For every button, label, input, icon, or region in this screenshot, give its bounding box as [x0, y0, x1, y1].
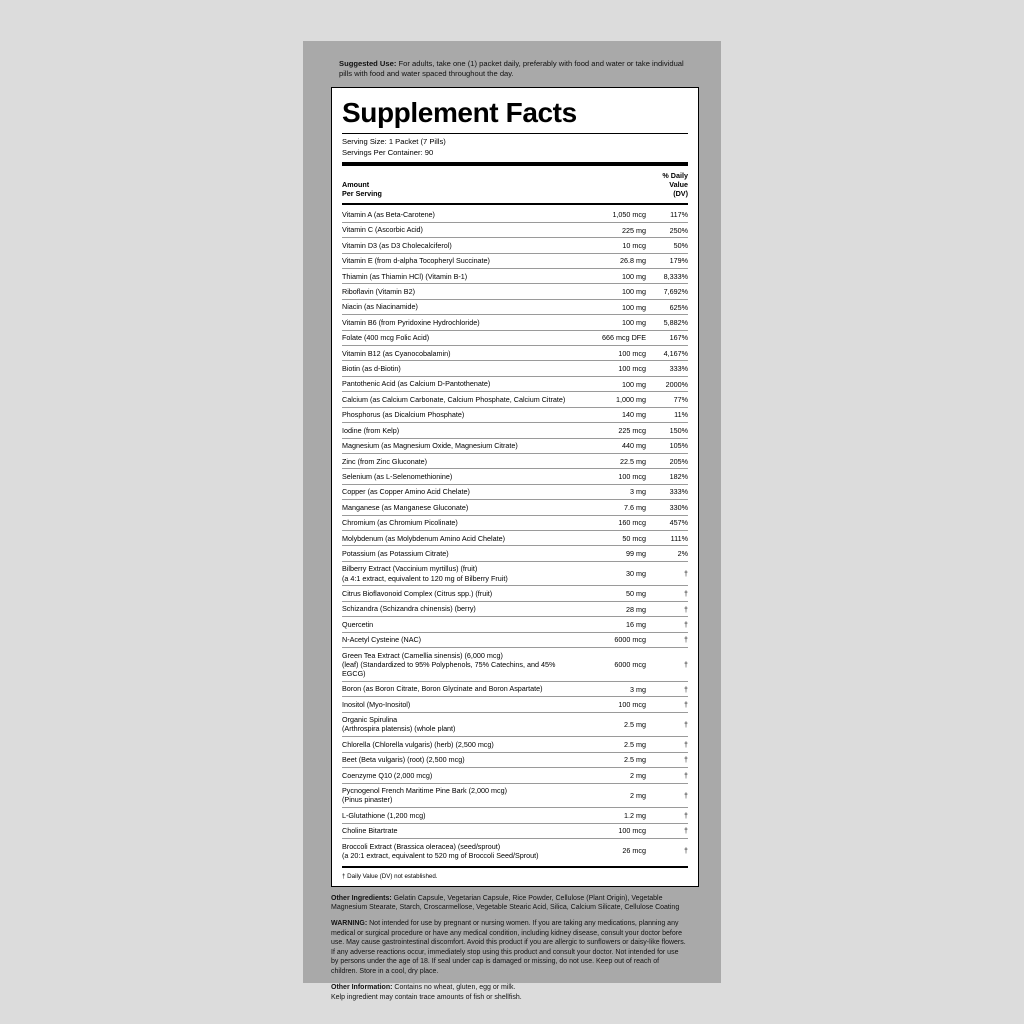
table-row [342, 376, 688, 391]
nutrient-amount: 2 mg [580, 783, 646, 808]
nutrient-name: Choline Bitartrate [342, 823, 580, 838]
nutrient-daily-value: † [646, 617, 688, 632]
table-row [342, 632, 688, 647]
table-row [342, 361, 688, 376]
table-row [342, 515, 688, 530]
nutrient-daily-value: 4,167% [646, 346, 688, 361]
nutrient-amount: 666 mcg DFE [580, 330, 646, 345]
nutrient-daily-value: 111% [646, 530, 688, 545]
nutrient-amount: 22.5 mg [580, 453, 646, 468]
nutrient-name: Inositol (Myo-Inositol) [342, 697, 580, 712]
table-row [342, 752, 688, 767]
other-information [331, 983, 687, 1002]
nutrient-daily-value: † [646, 632, 688, 647]
nutrient-daily-value: † [646, 737, 688, 752]
col-dv-line3: (DV) [673, 189, 688, 199]
nutrient-daily-value: 333% [646, 361, 688, 376]
table-row [342, 469, 688, 484]
nutrient-amount: 100 mg [580, 376, 646, 391]
nutrient-name: Molybdenum (as Molybdenum Amino Acid Chelate) [342, 530, 580, 545]
warning-text: Not intended for use by pregnant or nursing women. If you are taking any medications, planning any medical or surgical procedure or have any medical condition, including kidney disease, consult your doctor before use. May cause gastrointestinal discomfort. Avoid this product if you are allergic to sunflowers or daisy-like flowers. If any adverse reactions occur, immediately stop using this product and consult your doctor. Not intended for use by persons under the age of 18. If seal under cap is damaged or missing, do not use. Keep out of reach of children. Store in a cool, dry place. [331, 920, 686, 975]
col-dv-line2: Value [669, 180, 688, 190]
nutrient-name: Biotin (as d-Biotin) [342, 361, 580, 376]
nutrient-amount: 1,050 mcg [580, 207, 646, 222]
nutrient-amount: 2.5 mg [580, 737, 646, 752]
nutrient-amount: 50 mg [580, 586, 646, 601]
nutrient-amount: 99 mg [580, 546, 646, 561]
table-row [342, 253, 688, 268]
nutrient-amount: 225 mg [580, 222, 646, 237]
suggested-use-label: Suggested Use: [339, 59, 397, 68]
col-amount-line1: Amount [342, 180, 370, 190]
nutrient-daily-value: † [646, 783, 688, 808]
nutrient-daily-value: 2000% [646, 376, 688, 391]
nutrient-amount: 140 mg [580, 407, 646, 422]
nutrient-daily-value: 5,882% [646, 315, 688, 330]
nutrient-name: Coenzyme Q10 (2,000 mcg) [342, 768, 580, 783]
nutrient-daily-value: 11% [646, 407, 688, 422]
nutrient-amount: 6000 mcg [580, 632, 646, 647]
nutrient-amount: 3 mg [580, 484, 646, 499]
nutrient-amount: 1,000 mg [580, 392, 646, 407]
table-row [342, 269, 688, 284]
warning-label: WARNING: [331, 920, 368, 928]
table-row [342, 299, 688, 314]
nutrient-name: Quercetin [342, 617, 580, 632]
nutrient-amount: 2.5 mg [580, 752, 646, 767]
nutrient-amount: 100 mcg [580, 823, 646, 838]
nutrient-name: Folate (400 mcg Folic Acid) [342, 330, 580, 345]
nutrient-name: Selenium (as L-Selenomethionine) [342, 469, 580, 484]
servings-per-container: Servings Per Container: 90 [342, 148, 434, 158]
nutrient-daily-value: † [646, 561, 688, 586]
table-row [342, 546, 688, 561]
nutrient-amount: 100 mcg [580, 361, 646, 376]
col-dv-line1: % Daily [662, 171, 688, 181]
table-row [342, 712, 688, 737]
table-row [342, 768, 688, 783]
nutrient-name: Green Tea Extract (Camellia sinensis) (6,000 mcg) (leaf) (Standardized to 95% Polyphenols, 75% Catechins, and 45% EGCG) [342, 648, 580, 682]
nutrient-daily-value: † [646, 648, 688, 682]
nutrient-name: Pantothenic Acid (as Calcium D-Pantothenate) [342, 376, 580, 391]
col-amount-line2: Per Serving [342, 189, 382, 199]
table-row [342, 783, 688, 808]
suggested-use [339, 59, 689, 79]
table-row [342, 423, 688, 438]
table-row [342, 207, 688, 222]
supplement-label [303, 41, 721, 1001]
table-row [342, 681, 688, 696]
nutrient-name: Chromium (as Chromium Picolinate) [342, 515, 580, 530]
table-row [342, 315, 688, 330]
table-row [342, 808, 688, 823]
suggested-use-text: For adults, take one (1) packet daily, preferably with food and water or take individual pills with food and water spaced throughout the day. [339, 59, 684, 79]
nutrient-amount: 6000 mcg [580, 648, 646, 682]
nutrient-name: Bilberry Extract (Vaccinium myrtillus) (fruit) (a 4:1 extract, equivalent to 120 mg of Bilberry Fruit) [342, 561, 580, 586]
table-row [342, 500, 688, 515]
nutrient-amount: 2 mg [580, 768, 646, 783]
nutrient-daily-value: † [646, 697, 688, 712]
nutrient-name: Vitamin D3 (as D3 Cholecalciferol) [342, 238, 580, 253]
nutrient-name: Vitamin E (from d-alpha Tocopheryl Succinate) [342, 253, 580, 268]
nutrient-daily-value: 77% [646, 392, 688, 407]
nutrient-amount: 160 mcg [580, 515, 646, 530]
nutrient-name: Magnesium (as Magnesium Oxide, Magnesium Citrate) [342, 438, 580, 453]
nutrient-name: Organic Spirulina (Arthrospira platensis) (whole plant) [342, 712, 580, 737]
nutrient-name: Vitamin B6 (from Pyridoxine Hydrochloride) [342, 315, 580, 330]
nutrient-amount: 2.5 mg [580, 712, 646, 737]
nutrient-daily-value: † [646, 681, 688, 696]
nutrient-amount: 225 mcg [580, 423, 646, 438]
nutrient-name: Zinc (from Zinc Gluconate) [342, 453, 580, 468]
nutrient-name: Beet (Beta vulgaris) (root) (2,500 mcg) [342, 752, 580, 767]
nutrient-daily-value: 150% [646, 423, 688, 438]
nutrient-amount: 28 mg [580, 601, 646, 616]
nutrient-daily-value: 7,692% [646, 284, 688, 299]
nutrient-amount: 50 mcg [580, 530, 646, 545]
table-row [342, 346, 688, 361]
other-ingredients-label: Other Ingredients: [331, 894, 392, 902]
nutrient-amount: 100 mg [580, 284, 646, 299]
nutrient-daily-value: 179% [646, 253, 688, 268]
dv-footnote: † Daily Value (DV) not established. [342, 872, 438, 880]
table-row [342, 330, 688, 345]
other-information-label: Other Information: [331, 984, 393, 992]
nutrient-amount: 440 mg [580, 438, 646, 453]
nutrient-daily-value: 8,333% [646, 269, 688, 284]
nutrient-amount: 100 mg [580, 299, 646, 314]
nutrient-daily-value: 50% [646, 238, 688, 253]
table-row [342, 222, 688, 237]
table-row [342, 392, 688, 407]
table-row [342, 453, 688, 468]
nutrient-daily-value: † [684, 846, 688, 856]
nutrient-name: Broccoli Extract (Brassica oleracea) (seed/sprout) (a 20:1 extract, equivalent to 520 mg of Broccoli Seed/Sprout) [342, 841, 539, 860]
nutrient-daily-value: † [646, 768, 688, 783]
table-row [342, 530, 688, 545]
nutrient-daily-value: 105% [646, 438, 688, 453]
table-row [342, 284, 688, 299]
nutrient-daily-value: 250% [646, 222, 688, 237]
table-row [342, 407, 688, 422]
nutrient-name: Schizandra (Schizandra chinensis) (berry) [342, 601, 580, 616]
nutrient-name: N-Acetyl Cysteine (NAC) [342, 632, 580, 647]
nutrient-name: Riboflavin (Vitamin B2) [342, 284, 580, 299]
nutrient-amount: 100 mg [580, 269, 646, 284]
other-ingredients-text: Gelatin Capsule, Vegetarian Capsule, Rice Powder, Cellulose (Plant Origin), Vegetable Magnesium Stearate, Starch, Croscarmellose, Vegetable Stearic Acid, Silica, Calcium Silicate, Cellulose Coating [331, 894, 680, 912]
nutrient-amount: 3 mg [580, 681, 646, 696]
nutrient-name: Chlorella (Chlorella vulgaris) (herb) (2,500 mcg) [342, 737, 580, 752]
other-ingredients [331, 894, 687, 913]
nutrient-name: L-Glutathione (1,200 mcg) [342, 808, 580, 823]
nutrient-daily-value: 330% [646, 500, 688, 515]
nutrient-daily-value: † [646, 586, 688, 601]
nutrient-amount: 1.2 mg [580, 808, 646, 823]
nutrient-daily-value: 117% [646, 207, 688, 222]
table-row [342, 238, 688, 253]
nutrient-amount: 30 mg [580, 561, 646, 586]
nutrient-daily-value: 457% [646, 515, 688, 530]
nutrient-amount: 7.6 mg [580, 500, 646, 515]
table-row [342, 586, 688, 601]
table-row [342, 438, 688, 453]
table-row [342, 838, 688, 862]
serving-size: Serving Size: 1 Packet (7 Pills) [342, 137, 446, 147]
nutrient-amount: 100 mcg [580, 346, 646, 361]
warning [331, 919, 687, 976]
table-row [342, 823, 688, 838]
nutrient-name: Vitamin A (as Beta-Carotene) [342, 207, 580, 222]
nutrient-daily-value: † [646, 752, 688, 767]
supplement-facts-panel [331, 87, 699, 887]
nutrient-daily-value: 205% [646, 453, 688, 468]
nutrient-daily-value: † [646, 601, 688, 616]
table-row [342, 601, 688, 616]
table-row [342, 697, 688, 712]
nutrient-daily-value: † [646, 712, 688, 737]
nutrient-name: Thiamin (as Thiamin HCl) (Vitamin B-1) [342, 269, 580, 284]
nutrient-daily-value: 182% [646, 469, 688, 484]
nutrient-daily-value: 625% [646, 299, 688, 314]
panel-title: Supplement Facts [342, 97, 577, 129]
nutrient-name: Iodine (from Kelp) [342, 423, 580, 438]
nutrient-table [342, 207, 688, 862]
table-row [342, 617, 688, 632]
nutrient-daily-value: 333% [646, 484, 688, 499]
nutrient-daily-value: † [646, 823, 688, 838]
nutrient-name: Copper (as Copper Amino Acid Chelate) [342, 484, 580, 499]
nutrient-amount: 26 mcg [622, 846, 646, 856]
nutrient-name: Manganese (as Manganese Gluconate) [342, 500, 580, 515]
nutrient-name: Phosphorus (as Dicalcium Phosphate) [342, 407, 580, 422]
nutrient-amount: 100 mcg [580, 469, 646, 484]
nutrient-name: Boron (as Boron Citrate, Boron Glycinate and Boron Aspartate) [342, 681, 580, 696]
nutrient-daily-value: † [646, 808, 688, 823]
nutrient-name: Potassium (as Potassium Citrate) [342, 546, 580, 561]
nutrient-amount: 100 mg [580, 315, 646, 330]
nutrient-name: Vitamin C (Ascorbic Acid) [342, 222, 580, 237]
nutrient-amount: 26.8 mg [580, 253, 646, 268]
column-headers [342, 169, 688, 200]
table-row [342, 561, 688, 586]
nutrient-name: Vitamin B12 (as Cyanocobalamin) [342, 346, 580, 361]
fineprint [331, 894, 687, 1002]
table-row [342, 737, 688, 752]
other-information-text: Contains no wheat, gluten, egg or milk. Kelp ingredient may contain trace amounts of fish or shellfish. [331, 984, 522, 1001]
nutrient-name: Niacin (as Niacinamide) [342, 299, 580, 314]
nutrient-name: Pycnogenol French Maritime Pine Bark (2,000 mcg) (Pinus pinaster) [342, 783, 580, 808]
table-row [342, 484, 688, 499]
nutrient-amount: 100 mcg [580, 697, 646, 712]
nutrient-amount: 16 mg [580, 617, 646, 632]
nutrient-name: Citrus Bioflavonoid Complex (Citrus spp.) (fruit) [342, 586, 580, 601]
table-row [342, 648, 688, 682]
nutrient-daily-value: 2% [646, 546, 688, 561]
nutrient-daily-value: 167% [646, 330, 688, 345]
nutrient-name: Calcium (as Calcium Carbonate, Calcium Phosphate, Calcium Citrate) [342, 392, 580, 407]
nutrient-amount: 10 mcg [580, 238, 646, 253]
